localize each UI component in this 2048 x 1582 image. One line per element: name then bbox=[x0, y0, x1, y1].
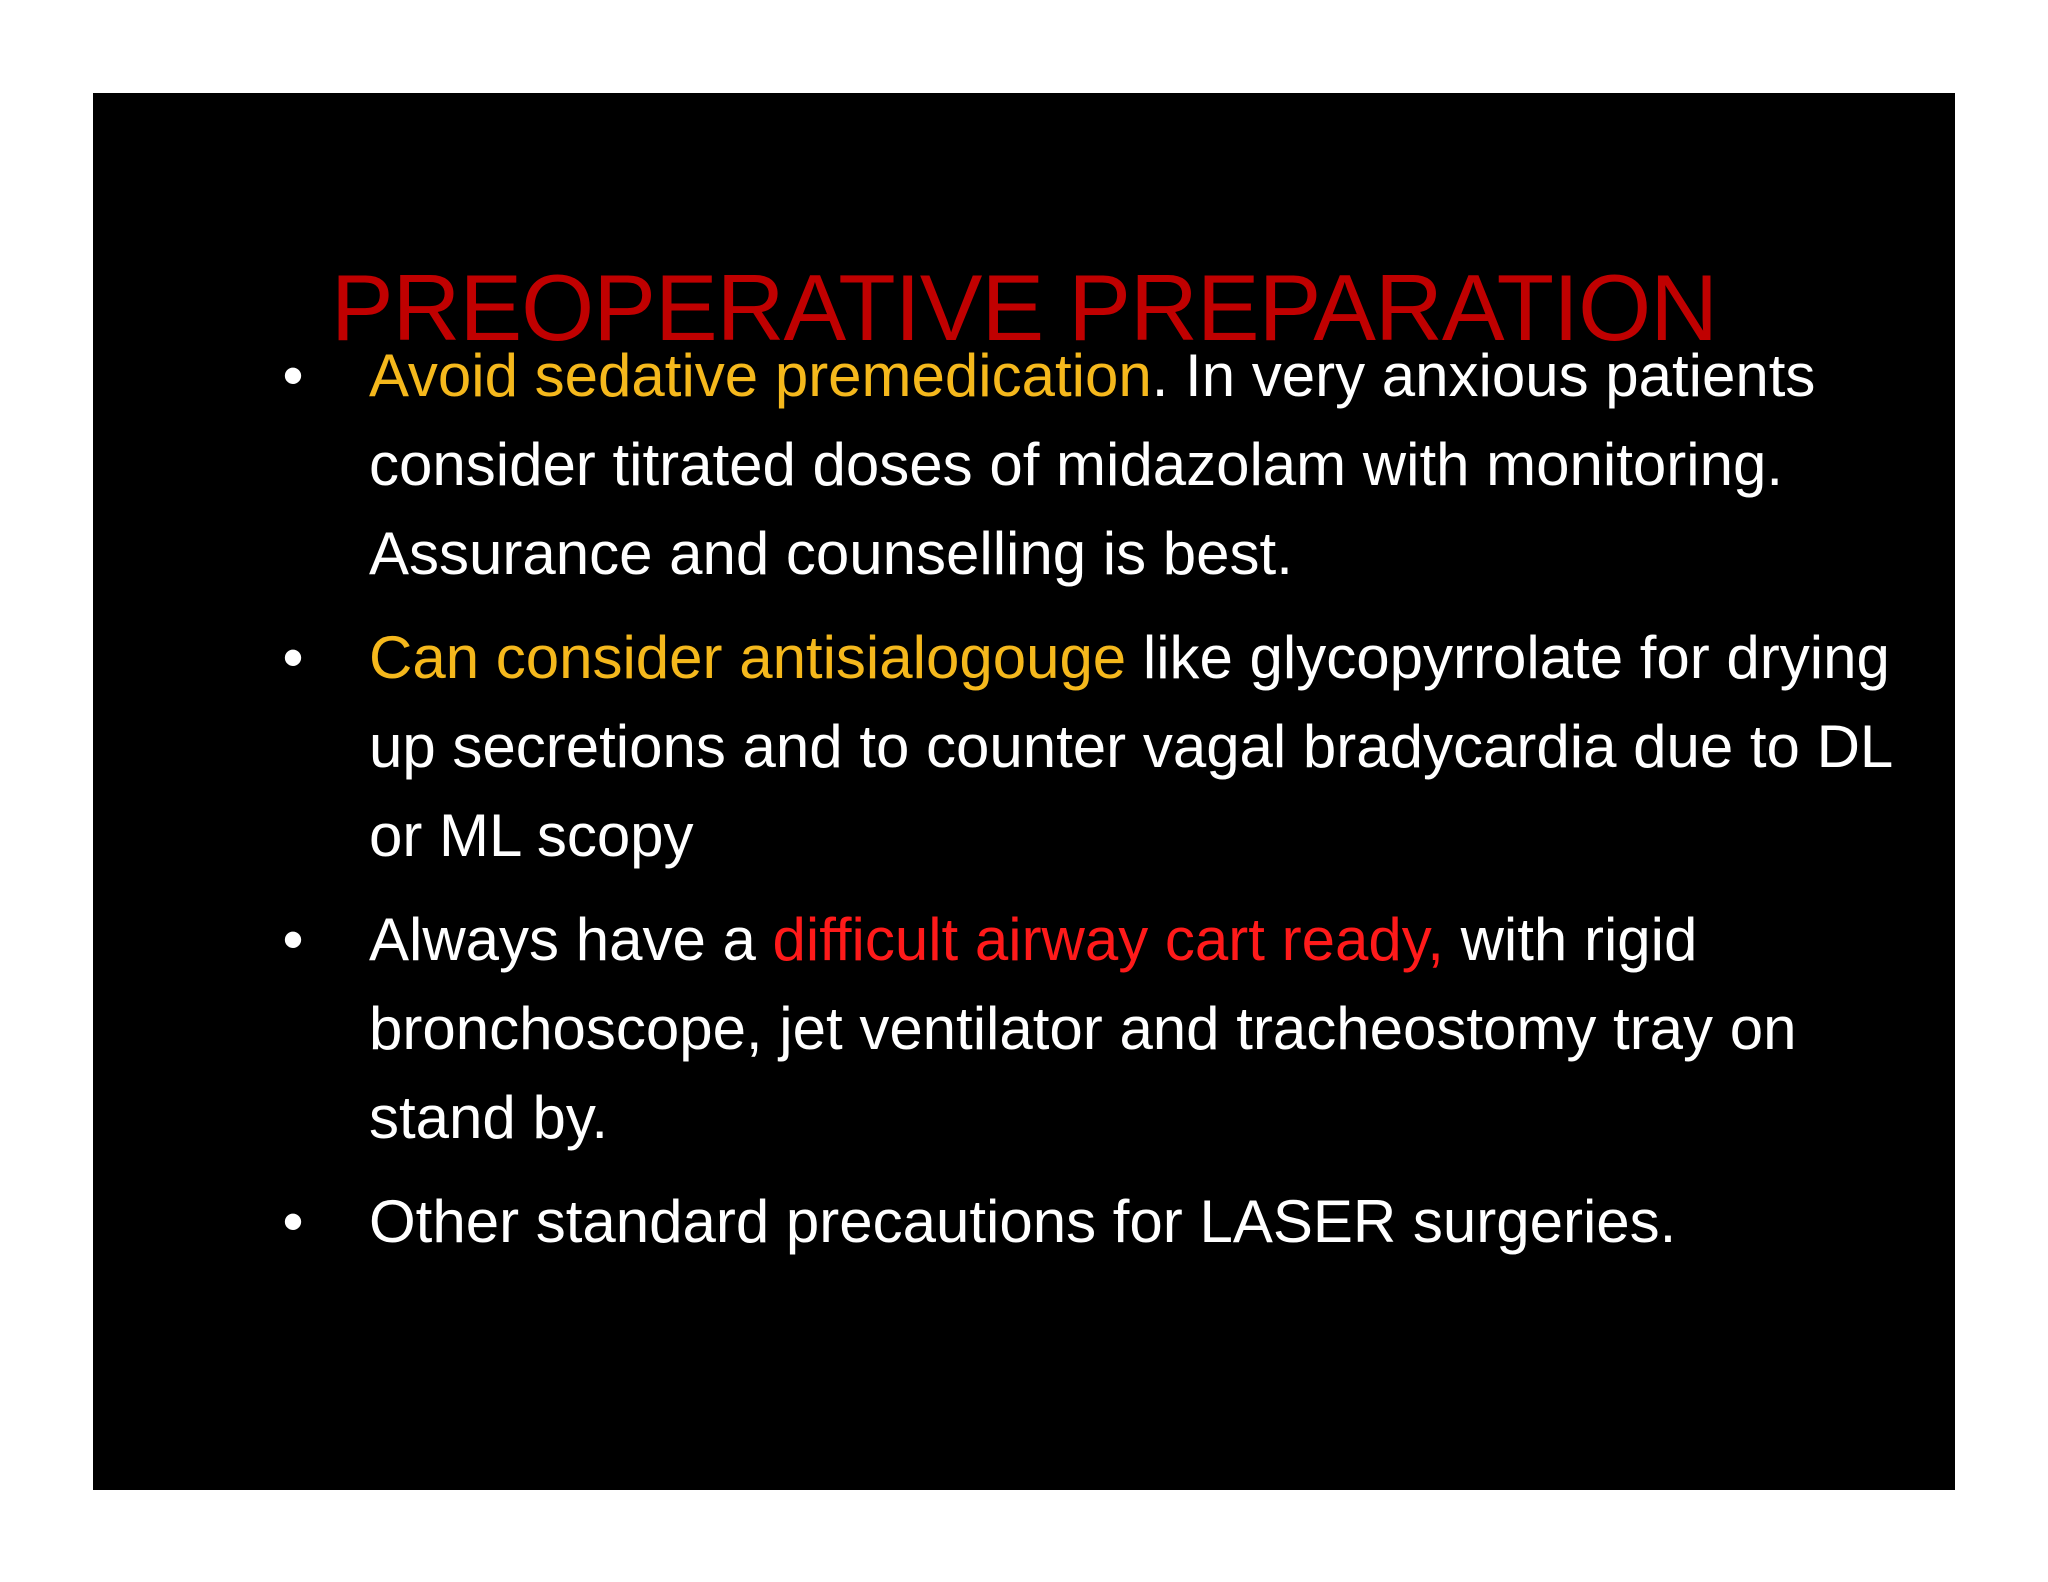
bullet-item-antisialogogue bbox=[273, 613, 1893, 880]
bullet-icon: • bbox=[282, 1188, 304, 1255]
bullet-text: with rigid bronchoscope, jet ventilator and tracheostomy tray on stand by. bbox=[369, 906, 1797, 1151]
bullet-highlight: difficult airway cart ready, bbox=[772, 906, 1444, 973]
bullet-text: like glycopyrrolate for drying up secretions and to counter vagal bradycardia due to DL or ML scopy bbox=[369, 624, 1892, 869]
bullet-highlight: Avoid sedative premedication bbox=[369, 342, 1152, 409]
bullet-icon: • bbox=[282, 624, 304, 691]
bullet-item-sedation bbox=[273, 331, 1893, 598]
bullet-icon: • bbox=[282, 342, 304, 409]
slide bbox=[93, 93, 1955, 1490]
bullet-item-laser-precautions bbox=[273, 1177, 1893, 1266]
bullet-list bbox=[273, 331, 1893, 1281]
bullet-text: . In very anxious patients consider titrated doses of midazolam with monitoring. Assurance and counselling is best. bbox=[369, 342, 1816, 587]
bullet-icon: • bbox=[282, 906, 304, 973]
bullet-highlight: Can consider antisialogouge bbox=[369, 624, 1127, 691]
bullet-text: Other standard precautions for LASER surgeries. bbox=[369, 1188, 1677, 1255]
bullet-text-lead: Always have a bbox=[369, 906, 773, 973]
bullet-item-airway-cart bbox=[273, 895, 1893, 1162]
slide-title: PREOPERATIVE PREPARATION bbox=[330, 255, 1718, 360]
